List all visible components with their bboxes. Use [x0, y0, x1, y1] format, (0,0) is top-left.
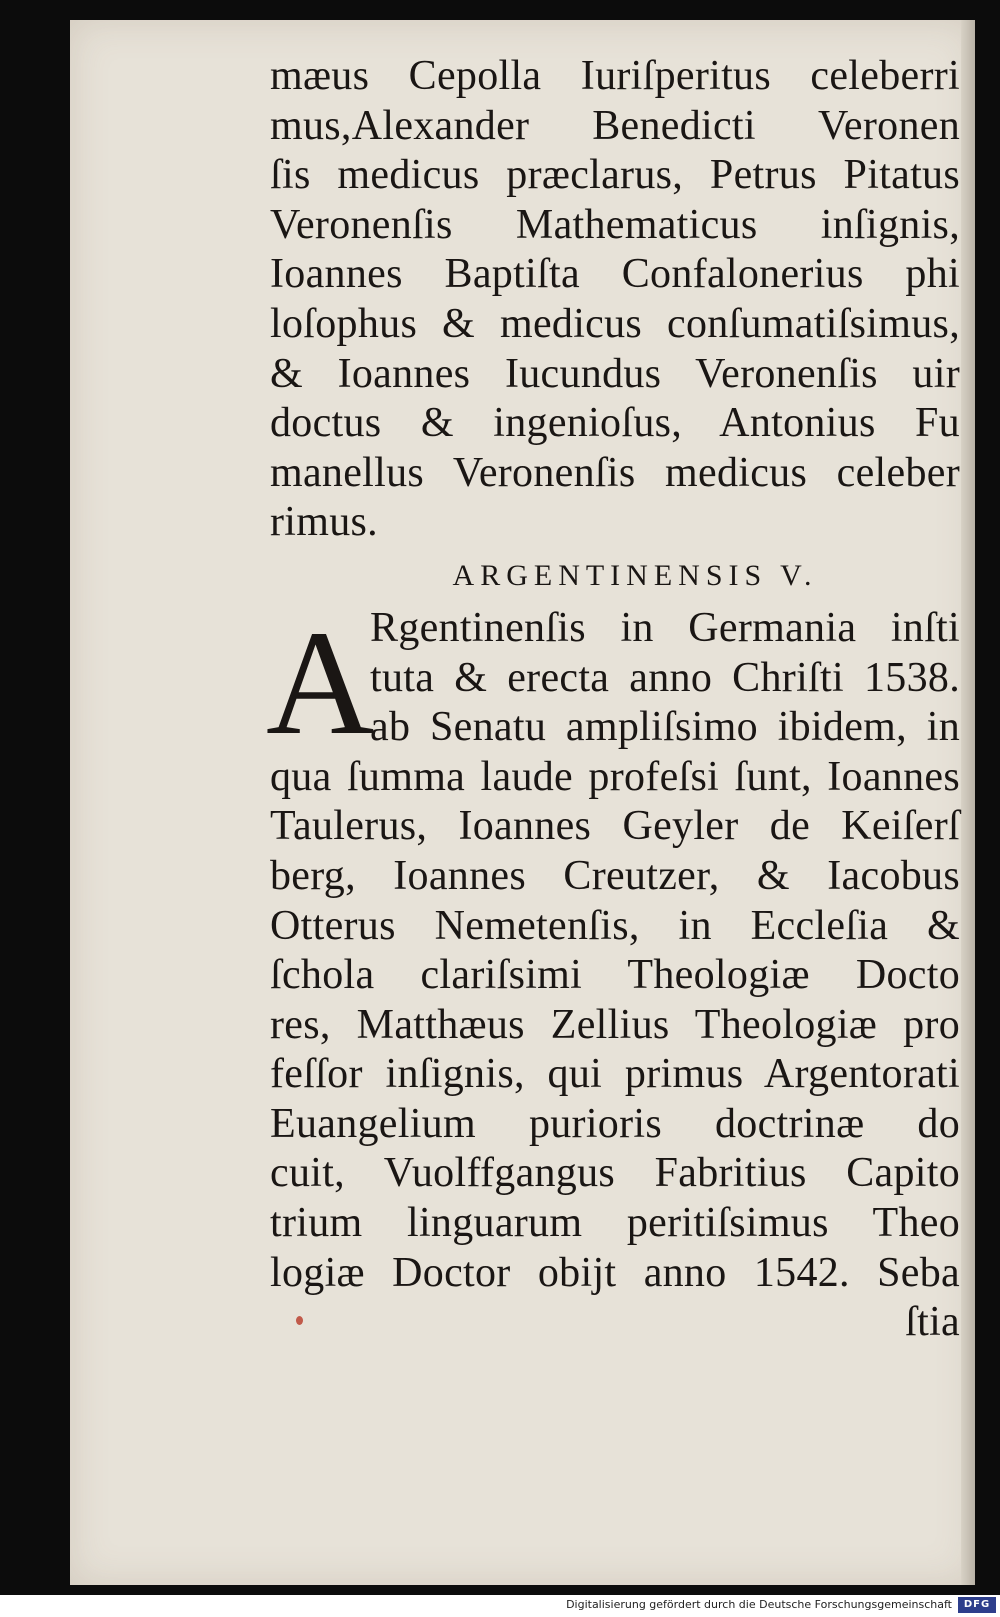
text-line: feſſor inſignis, qui primus Argentorati [270, 1051, 960, 1098]
paragraph-2 [266, 599, 960, 1298]
text-line: logiæ Doctor obijt anno 1542. Seba [270, 1249, 960, 1296]
text-line: berg, Ioannes Creutzer, & Iacobus [270, 852, 960, 899]
text-line: manellus Veronenſis medicus celeber [270, 449, 960, 496]
text-line: doctus & ingenioſus, Antonius Fu [270, 400, 960, 447]
text-line: loſophus & medicus conſumatiſsimus, [270, 300, 960, 347]
text-line: trium linguarum peritiſsimus Theo [270, 1200, 960, 1247]
text-line: ſchola clariſsimi Theologiæ Docto [270, 952, 960, 999]
text-line: Veronenſis Mathematicus inſignis, [270, 201, 960, 248]
text-line: Euangelium purioris doctrinæ do [270, 1100, 960, 1147]
text-line: mus,Alexander Benedicti Veronen [270, 102, 960, 149]
text-line: Taulerus, Ioannes Geyler de Keiſerſ [270, 803, 960, 850]
dfg-logo: DFG [958, 1597, 996, 1613]
book-page [70, 20, 975, 1585]
text-line: Ioannes Baptiſta Confalonerius phi [270, 251, 960, 298]
text-line: ab Senatu ampliſsimo ibidem, in [370, 704, 960, 751]
text-line: cuit, Vuolffgangus Fabritius Capito [270, 1150, 960, 1197]
drop-cap: A [266, 599, 375, 766]
footer-bar [0, 1595, 1000, 1617]
funding-credit: Digitalisierung gefördert durch die Deutsche Forschungsgemeinschaft [566, 1598, 952, 1611]
text-line: Otterus Nemetenſis, in Eccleſia & [270, 902, 960, 949]
text-line: ſis medicus præclarus, Petrus Pitatus [270, 152, 960, 199]
page-text [266, 52, 960, 1348]
text-line: res, Matthæus Zellius Theologiæ pro [270, 1001, 960, 1048]
text-line: & Ioannes Iucundus Veronenſis uir [270, 350, 960, 397]
text-line: qua ſumma laude profeſsi ſunt, Ioannes [270, 753, 960, 800]
paragraph-1 [270, 52, 960, 548]
page-edge [961, 20, 975, 1585]
catchword: ſtia [905, 1299, 960, 1346]
text-line: Rgentinenſis in Germania inſti [370, 604, 960, 651]
text-line: rimus. [270, 499, 378, 546]
section-heading: ARGENTINENSIS V. [452, 558, 818, 592]
text-line: tuta & erecta anno Chriſti 1538. [370, 654, 960, 701]
text-line: mæus Cepolla Iuriſperitus celeberri [270, 53, 960, 99]
